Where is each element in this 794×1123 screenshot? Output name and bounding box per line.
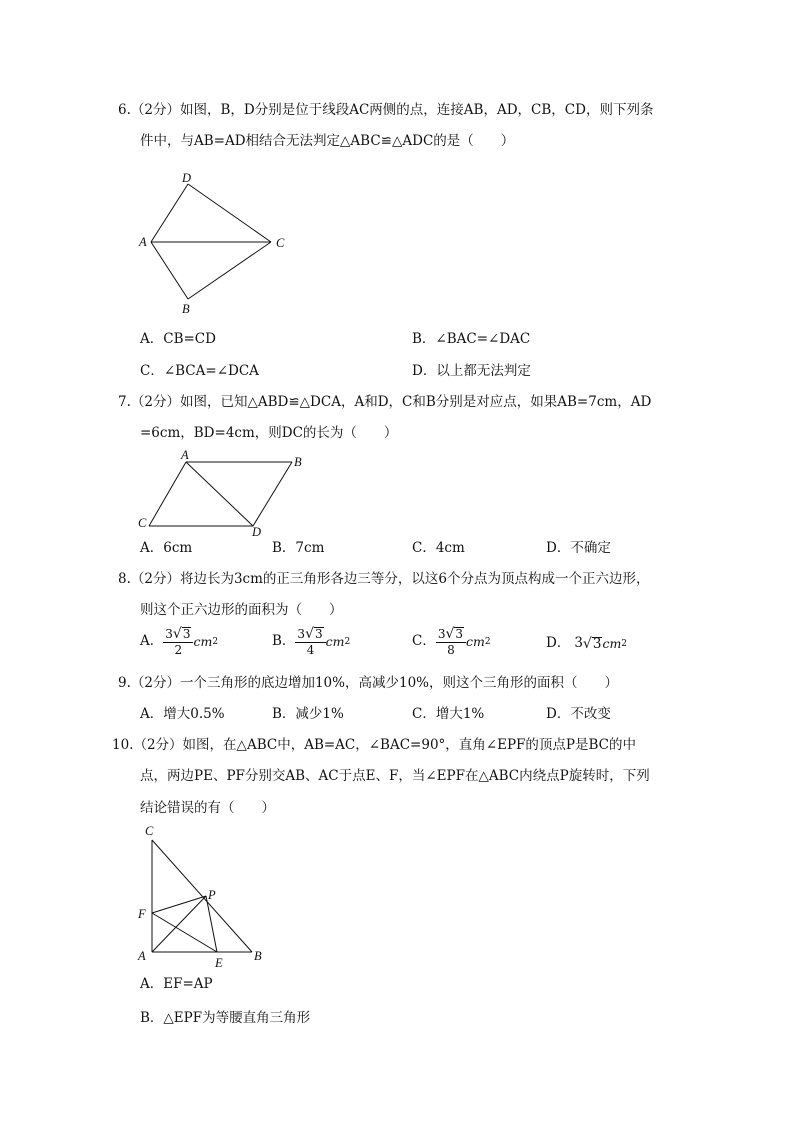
q10-seg-cb [152,840,252,952]
q8-option-a-fraction: $\frac{3√3}{2}$ [163,627,193,657]
q7-seg-ac [149,462,186,526]
q6-figure [130,165,300,325]
q7-label-b: B [294,455,302,469]
q10-seg-pe [206,896,217,952]
q6-option-c[interactable]: C．∠BCA=∠DCA [140,363,259,379]
q10-label-c: C [145,824,154,838]
q8-option-c-prefix: C． [412,633,436,650]
q7-stem-line2: =6cm，BD=4cm，则DC的长为（ ） [140,425,398,441]
q6-seg-dc [188,184,271,242]
q7-seg-bd [253,462,292,526]
q8-stem-line2: 则这个正六边形的面积为（ ） [140,602,343,618]
q8-option-b[interactable]: B． $\frac{3√3}{4}$ cm 2 [272,626,351,657]
q10-stem-line2: 点，两边PE、PF分别交AB、AC于点E、F，当∠EPF在△ABC内绕点P旋转时，下列 [140,768,650,784]
q8-option-b-fraction: $\frac{3√3}{4}$ [295,627,325,657]
q6-stem-line1: 6.（2分）如图，B，D分别是位于线段AC两侧的点，连接AB，AD，CB，CD，则下列条 [118,102,654,118]
q7-option-a[interactable]: A．6cm [140,540,193,556]
q7-option-c[interactable]: C．4cm [412,540,465,556]
q6-label-d: D [182,171,192,185]
q6-seg-bc [188,242,271,299]
q9-option-b[interactable]: B．减少1% [272,706,344,722]
q9-option-c[interactable]: C．增大1% [412,706,485,722]
q10-label-a: A [138,949,146,963]
q7-seg-ad [186,462,253,526]
q10-figure [130,820,280,970]
q10-stem-line1: 10.（2分）如图，在△ABC中，AB=AC，∠BAC=90°，直角∠EPF的顶点P是BC的中 [112,737,637,753]
q10-option-b[interactable]: B．△EPF为等腰直角三角形 [140,1010,311,1026]
q10-stem-line3: 结论错误的有（ ） [140,800,275,816]
q6-option-d[interactable]: D．以上都无法判定 [412,363,531,379]
q7-label-c: C [138,516,147,530]
q6-option-a[interactable]: A．CB=CD [140,331,216,347]
q6-label-c: C [276,236,285,250]
q6-seg-ad [151,184,188,242]
q10-label-f: F [138,907,146,921]
q6-label-a: A [139,235,147,249]
q9-stem-line1: 9.（2分）一个三角形的底边增加10%，高减少10%，则这个三角形的面积（ ） [118,675,618,691]
q10-label-p: P [208,888,216,902]
q6-stem-line2: 件中，与AB=AD相结合无法判定△ABC≌△ADC的是（ ） [140,133,515,149]
q8-option-c-fraction: $\frac{3√3}{8}$ [436,627,466,657]
q10-option-a[interactable]: A．EF=AP [140,976,213,992]
q8-option-b-prefix: B． [272,633,296,650]
q6-seg-ab [151,242,188,299]
q6-label-b: B [182,302,190,316]
q8-stem-line1: 8.（2分）将边长为3cm的正三角形各边三等分，以这6个分点为顶点构成一个正六边形， [118,571,650,587]
q6-option-b[interactable]: B．∠BAC=∠DAC [412,331,531,347]
q8-option-d-prefix: D． [546,635,571,652]
q10-label-e: E [215,956,223,970]
q7-label-d: D [252,525,262,538]
q7-stem-line1: 7.（2分）如图，已知△ABD≌△DCA，A和D，C和B分别是对应点，如果AB=7cm，AD [118,394,652,410]
q8-option-a-prefix: A． [140,633,164,650]
q9-option-d[interactable]: D．不改变 [546,706,611,722]
q7-option-d[interactable]: D．不确定 [546,540,611,556]
q8-option-c[interactable]: C． $\frac{3√3}{8}$ cm 2 [412,626,491,657]
q7-label-a: A [181,448,189,462]
q7-option-b[interactable]: B．7cm [272,540,325,556]
q9-option-a[interactable]: A．增大0.5% [140,706,225,722]
q8-option-d[interactable]: D． 3 √ 3 cm 2 [546,635,628,652]
q8-option-a[interactable]: A． $\frac{3√3}{2}$ cm 2 [140,626,219,657]
q10-label-b: B [254,949,262,963]
q7-figure [132,446,312,538]
